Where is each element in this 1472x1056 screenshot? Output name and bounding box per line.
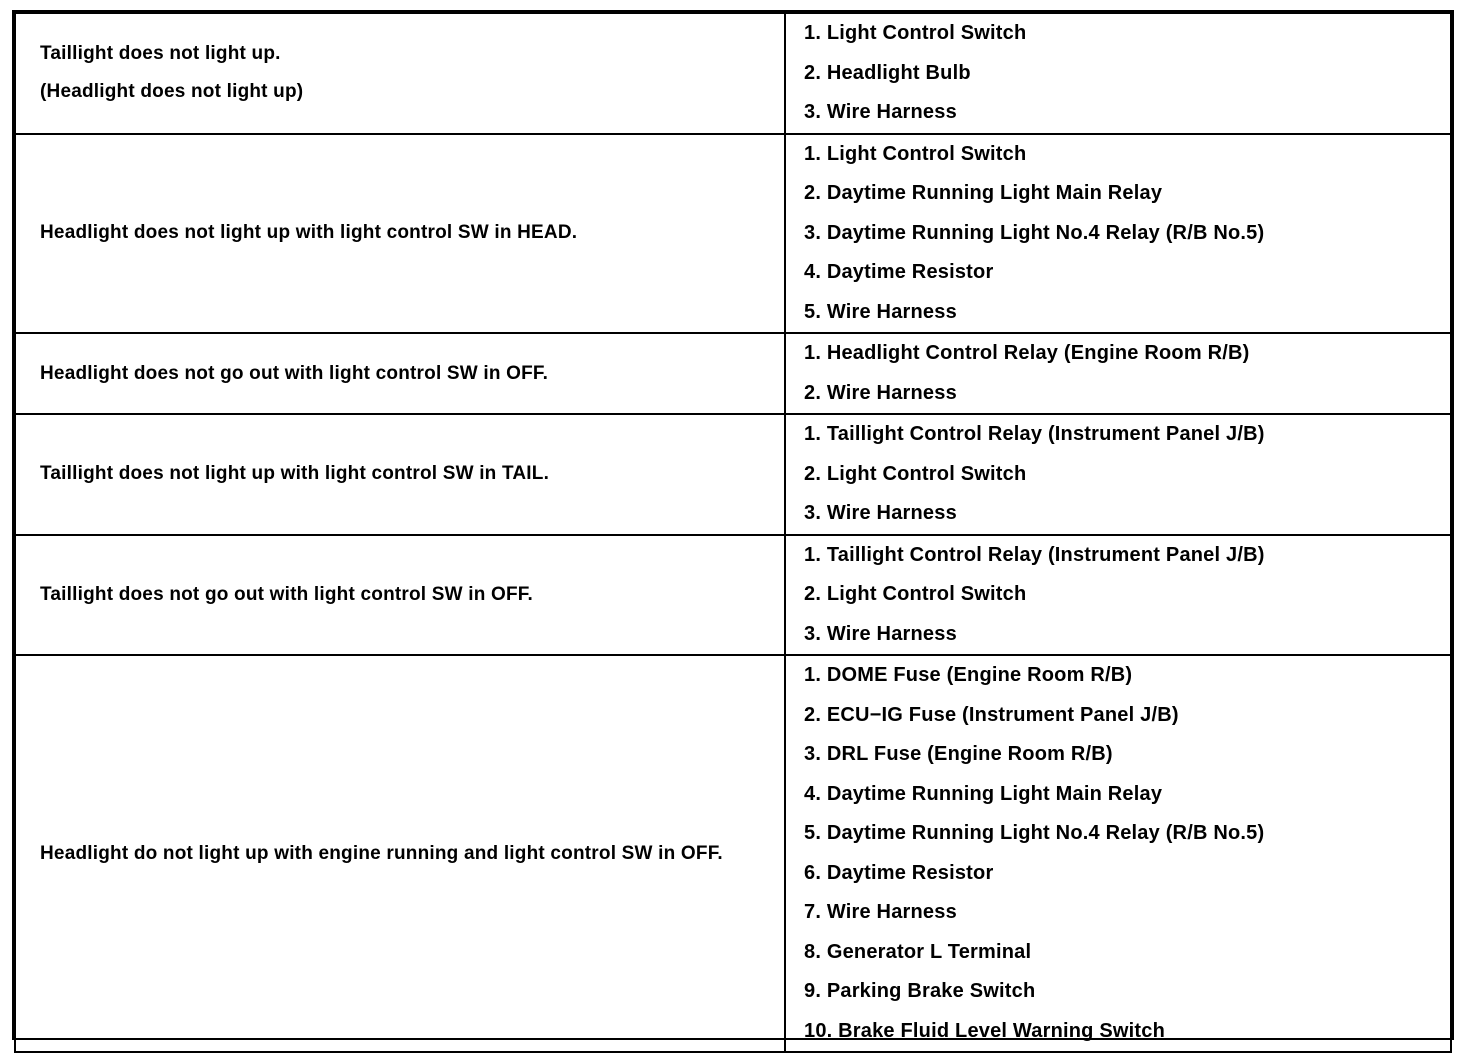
suspect-area-item: 2. Daytime Running Light Main Relay — [804, 182, 1163, 204]
table-row — [15, 414, 1451, 535]
suspect-area-cell — [785, 655, 1451, 1052]
suspect-area-item: 7. Wire Harness — [804, 901, 957, 923]
suspect-area-item: 9. Parking Brake Switch — [804, 980, 1036, 1002]
table-row — [15, 655, 1451, 1052]
suspect-area-item: 3. Daytime Running Light No.4 Relay (R/B No.5) — [804, 221, 1265, 244]
table-row — [15, 13, 1451, 134]
suspect-area-item: 3. DRL Fuse (Engine Room R/B) — [804, 743, 1113, 765]
suspect-area-list — [804, 415, 1438, 534]
symptom-cell — [15, 333, 785, 414]
suspect-area-cell — [785, 134, 1451, 334]
symptom-cell — [15, 13, 785, 134]
symptom-text: Headlight does not light up with light control SW in HEAD. — [40, 222, 578, 244]
suspect-area-item: 2. Light Control Switch — [804, 583, 1027, 605]
suspect-area-item: 1. Taillight Control Relay (Instrument Panel J/B) — [804, 423, 1265, 445]
suspect-area-item: 1. Light Control Switch — [804, 22, 1027, 44]
symptom-text: Taillight does not light up with light control SW in TAIL. — [40, 463, 550, 485]
symptom-cell — [15, 414, 785, 535]
suspect-area-item: 3. Wire Harness — [804, 101, 957, 123]
suspect-area-item: 1. DOME Fuse (Engine Room R/B) — [804, 664, 1133, 686]
suspect-area-item: 10. Brake Fluid Level Warning Switch — [804, 1019, 1165, 1042]
troubleshooting-table-frame — [12, 10, 1454, 1040]
suspect-area-item: 1. Light Control Switch — [804, 142, 1027, 165]
table-body — [15, 13, 1451, 1052]
suspect-area-cell — [785, 333, 1451, 414]
symptom-cell — [15, 134, 785, 334]
suspect-area-list — [804, 14, 1438, 133]
suspect-area-item: 5. Daytime Running Light No.4 Relay (R/B No.5) — [804, 822, 1265, 844]
suspect-area-cell — [785, 13, 1451, 134]
suspect-area-item: 3. Wire Harness — [804, 502, 957, 524]
suspect-area-item: 5. Wire Harness — [804, 300, 957, 323]
symptom-text: Headlight do not light up with engine running and light control SW in OFF. — [40, 842, 723, 864]
symptom-cell — [15, 655, 785, 1052]
suspect-area-item: 8. Generator L Terminal — [804, 940, 1032, 963]
suspect-area-list — [804, 656, 1438, 1051]
symptom-text: (Headlight does not light up) — [40, 81, 304, 103]
table-row — [15, 333, 1451, 414]
suspect-area-item: 4. Daytime Resistor — [804, 261, 994, 283]
suspect-area-item: 4. Daytime Running Light Main Relay — [804, 782, 1163, 805]
symptom-text: Headlight does not go out with light control SW in OFF. — [40, 362, 549, 384]
suspect-area-item: 2. Wire Harness — [804, 381, 957, 404]
suspect-area-item: 1. Headlight Control Relay (Engine Room R/B) — [804, 342, 1250, 364]
suspect-area-cell — [785, 535, 1451, 656]
suspect-area-item: 2. Headlight Bulb — [804, 61, 971, 84]
suspect-area-item: 2. ECU−IG Fuse (Instrument Panel J/B) — [804, 703, 1179, 726]
symptom-text: Taillight does not go out with light control SW in OFF. — [40, 583, 533, 605]
table-row — [15, 134, 1451, 334]
suspect-area-item: 2. Light Control Switch — [804, 462, 1027, 485]
suspect-area-item: 1. Taillight Control Relay (Instrument Panel J/B) — [804, 543, 1265, 566]
suspect-area-list — [804, 334, 1438, 413]
suspect-area-cell — [785, 414, 1451, 535]
symptom-text: Taillight does not light up. — [40, 43, 281, 65]
table-row — [15, 535, 1451, 656]
suspect-area-item: 6. Daytime Resistor — [804, 861, 994, 884]
suspect-area-list — [804, 536, 1438, 655]
symptom-cell — [15, 535, 785, 656]
suspect-area-list — [804, 135, 1438, 333]
troubleshooting-table — [14, 12, 1452, 1053]
suspect-area-item: 3. Wire Harness — [804, 622, 957, 645]
